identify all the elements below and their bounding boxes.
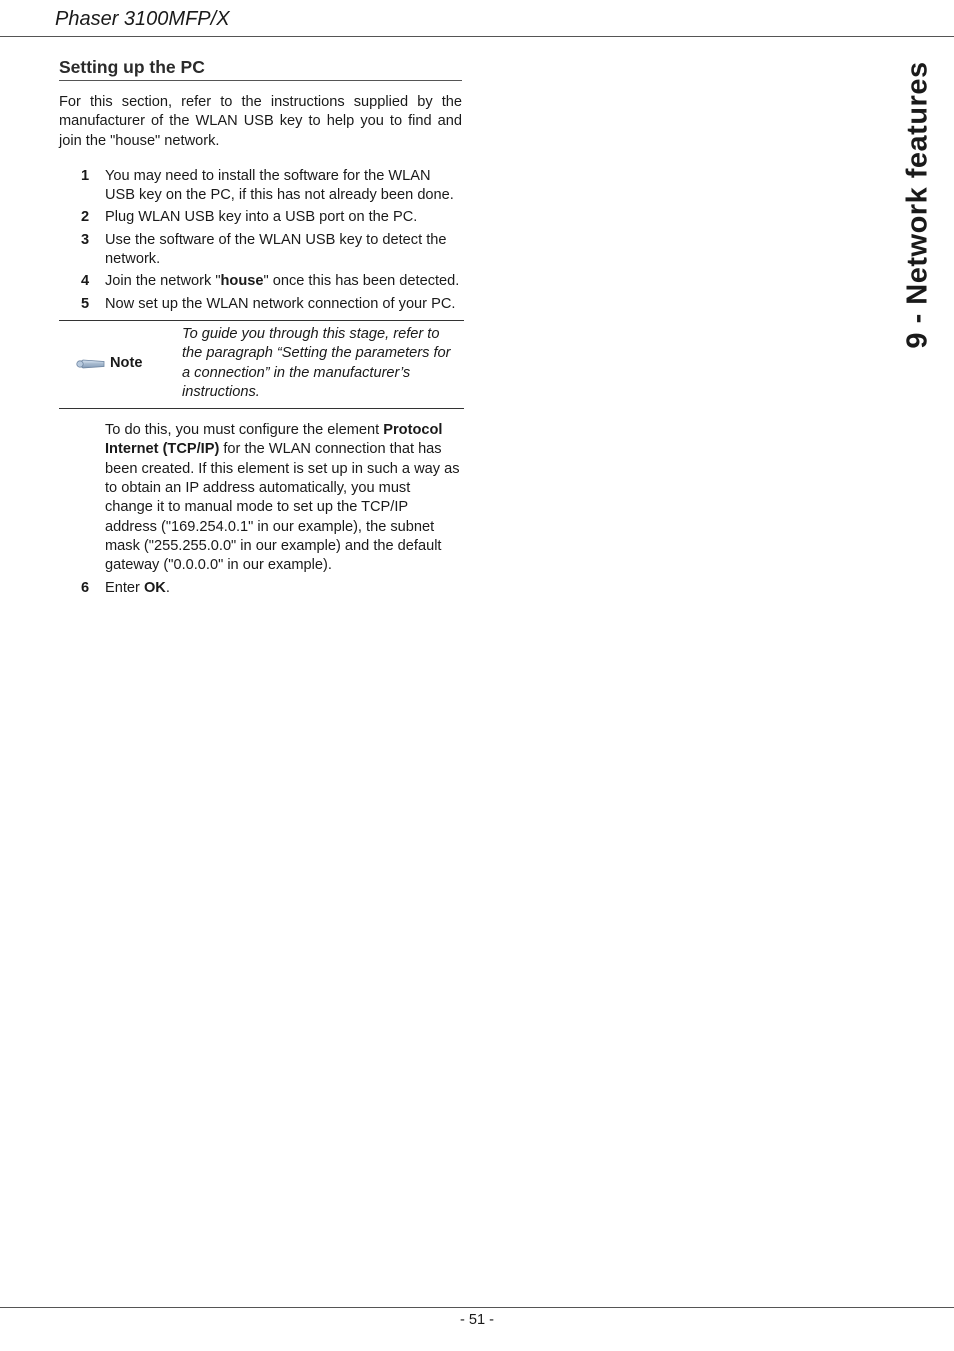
protocol-name: Protocol Internet (TCP/IP): [105, 422, 443, 458]
note-label: Note: [110, 354, 143, 371]
step-text: [105, 580, 170, 596]
step-text-post: " once this has been detected.: [263, 273, 460, 290]
list-item: [59, 272, 462, 291]
pencil-icon: [74, 356, 106, 372]
continuation-paragraph: [59, 421, 462, 575]
list-item: [59, 579, 462, 598]
step-text-post: .: [165, 579, 170, 596]
footer-divider: [0, 1307, 954, 1308]
header-divider: [0, 36, 954, 37]
step-number: 6: [81, 579, 90, 596]
step-text: You may need to install the software for the WLAN USB key on the PC, if this has not already been done.: [105, 167, 454, 204]
document-header-title: Phaser 3100MFP/X: [55, 8, 230, 30]
step-number: 5: [81, 295, 90, 312]
step-number: 4: [81, 273, 90, 290]
list-item: [59, 208, 462, 227]
network-name: house: [220, 273, 264, 290]
continuation-pre: To do this, you must configure the element: [105, 422, 384, 439]
list-item: [59, 295, 462, 314]
step-text-pre: Join the network ": [105, 273, 221, 290]
step-text: Plug WLAN USB key into a USB port on the PC.: [105, 209, 418, 226]
chapter-side-tab: [896, 60, 940, 350]
ok-keyword: OK: [143, 579, 166, 596]
note-label-area: [59, 354, 182, 373]
step-number: 1: [81, 167, 90, 184]
step-number: 2: [81, 209, 90, 226]
steps-list: [59, 167, 462, 314]
step-text-pre: Enter: [105, 579, 144, 596]
chapter-side-tab-label: 9 - Network features: [901, 61, 934, 349]
step-text: Now set up the WLAN network connection of your PC.: [105, 295, 456, 312]
intro-paragraph: For this section, refer to the instructions supplied by the manufacturer of the WLAN USB key to help you to find and join the "house" network.: [59, 94, 462, 149]
continuation-post: for the WLAN connection that has been created. If this element is set up in such a way as to obtain an IP address automatically, you must change it to manual mode to set up the TCP/IP address ("169.254.0.1" in our example), the subnet mask ("255.255.0.0" in our example) and the default gateway ("0.0.0.0" in our example).: [105, 441, 460, 574]
section-title: Setting up the PC: [59, 56, 462, 81]
step-text: [105, 273, 459, 289]
list-item: [59, 231, 462, 270]
step-number: 3: [81, 231, 90, 248]
page-number: - 51 -: [459, 1312, 495, 1328]
step-text: Use the software of the WLAN USB key to detect the network.: [105, 231, 447, 268]
main-content: [59, 56, 462, 601]
note-box: [59, 320, 464, 409]
note-text: To guide you through this stage, refer to the paragraph “Setting the parameters for a connection” in the manufacturer’s instructions.: [182, 325, 451, 400]
list-item: [59, 167, 462, 206]
